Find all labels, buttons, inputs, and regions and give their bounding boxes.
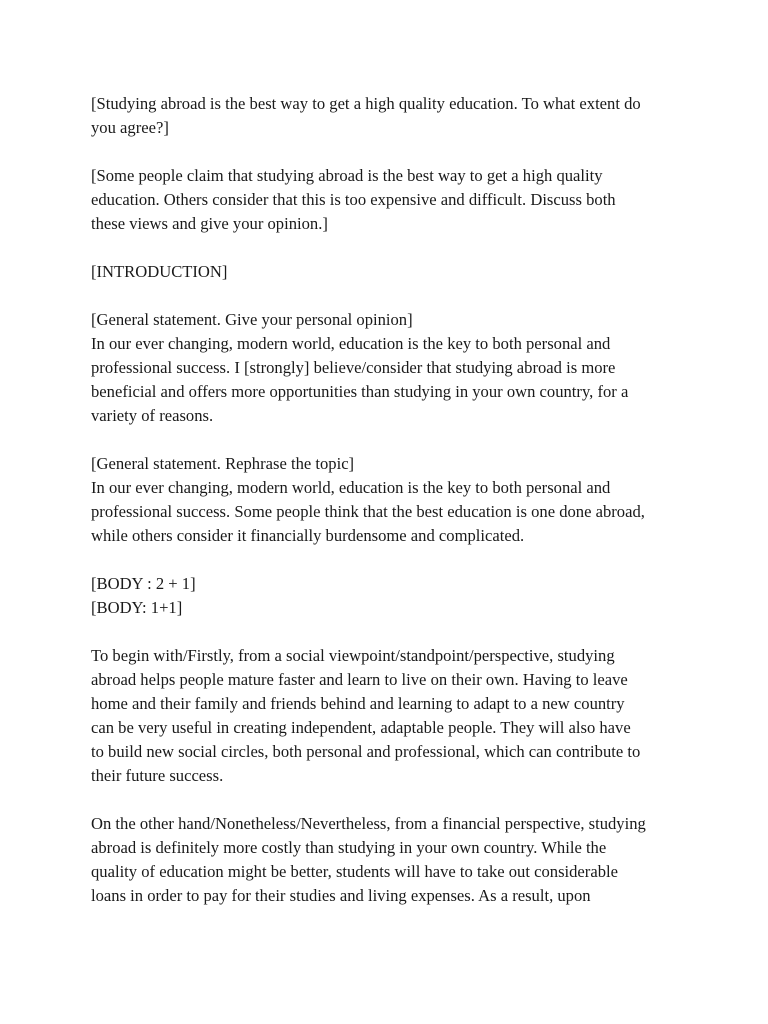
text-line: [Studying abroad is the best way to get a high quality education. To what extent do bbox=[91, 94, 641, 113]
text-line: professional success. I [strongly] believe/consider that studying abroad is more bbox=[91, 358, 616, 377]
text-line: In our ever changing, modern world, education is the key to both personal and bbox=[91, 478, 611, 497]
body-heading-2-plus-1: [BODY : 2 + 1] bbox=[91, 574, 196, 593]
text-line: beneficial and offers more opportunities than studying in your own country, for a bbox=[91, 382, 629, 401]
text-line: [Some people claim that studying abroad is the best way to get a high quality bbox=[91, 166, 603, 185]
intro-option-opinion bbox=[91, 308, 691, 428]
text-line: to build new social circles, both personal and professional, which can contribute to bbox=[91, 742, 641, 761]
option-heading: [General statement. Rephrase the topic] bbox=[91, 454, 355, 473]
text-line: these views and give your opinion.] bbox=[91, 214, 328, 233]
heading-text: [INTRODUCTION] bbox=[91, 262, 228, 281]
essay-question-discuss bbox=[91, 164, 691, 236]
text-line: abroad helps people mature faster and learn to live on their own. Having to leave bbox=[91, 670, 628, 689]
text-line: while others consider it financially burdensome and complicated. bbox=[91, 526, 525, 545]
text-line: professional success. Some people think that the best education is one done abroad, bbox=[91, 502, 645, 521]
text-line: variety of reasons. bbox=[91, 406, 214, 425]
body-paragraph-financial bbox=[91, 812, 691, 908]
text-line: loans in order to pay for their studies and living expenses. As a result, upon bbox=[91, 886, 591, 905]
essay-question-agree bbox=[91, 92, 691, 140]
body-heading-1-plus-1: [BODY: 1+1] bbox=[91, 598, 183, 617]
text-line: you agree?] bbox=[91, 118, 169, 137]
text-line: On the other hand/Nonetheless/Nevertheless, from a financial perspective, studying bbox=[91, 814, 646, 833]
text-line: education. Others consider that this is too expensive and difficult. Discuss both bbox=[91, 190, 616, 209]
text-line: their future success. bbox=[91, 766, 224, 785]
document-body bbox=[91, 92, 691, 932]
text-line: can be very useful in creating independent, adaptable people. They will also have bbox=[91, 718, 631, 737]
intro-option-rephrase bbox=[91, 452, 691, 548]
text-line: To begin with/Firstly, from a social viewpoint/standpoint/perspective, studying bbox=[91, 646, 615, 665]
text-line: quality of education might be better, students will have to take out considerable bbox=[91, 862, 618, 881]
body-paragraph-social bbox=[91, 644, 691, 788]
text-line: home and their family and friends behind and learning to adapt to a new country bbox=[91, 694, 625, 713]
introduction-heading bbox=[91, 260, 691, 284]
text-line: abroad is definitely more costly than studying in your own country. While the bbox=[91, 838, 607, 857]
text-line: In our ever changing, modern world, education is the key to both personal and bbox=[91, 334, 611, 353]
body-headings bbox=[91, 572, 691, 620]
option-heading: [General statement. Give your personal opinion] bbox=[91, 310, 413, 329]
